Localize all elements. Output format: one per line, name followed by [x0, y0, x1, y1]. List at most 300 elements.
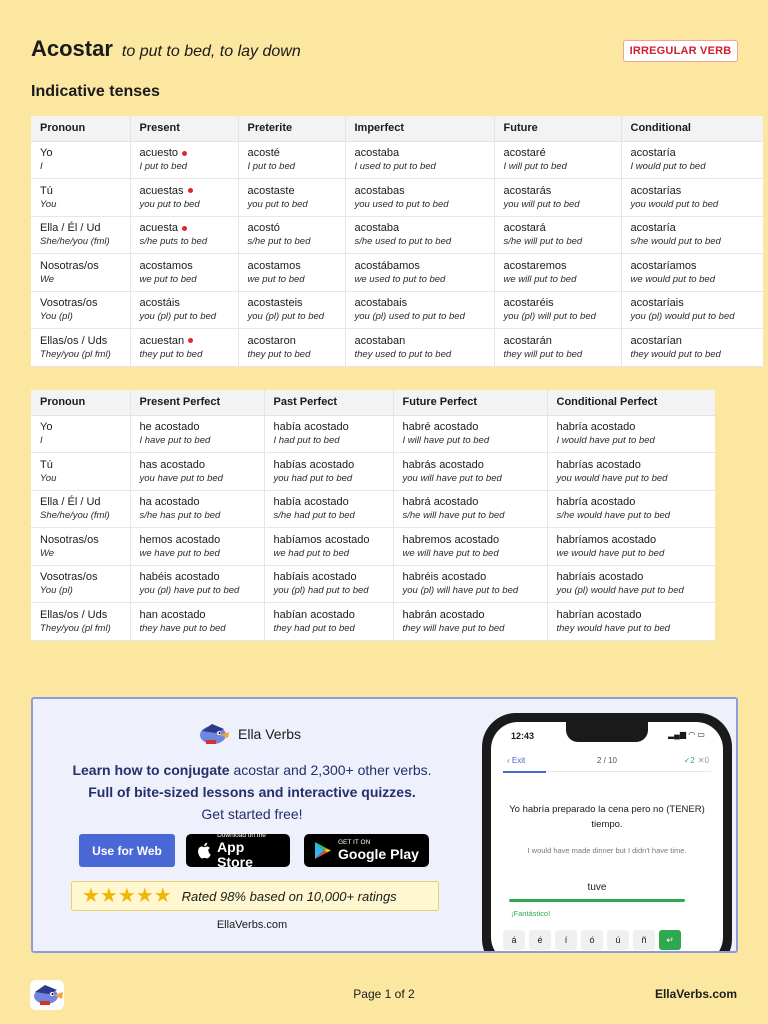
pronoun: Yo [40, 421, 53, 434]
conjugated-form-text: acostabas [354, 184, 405, 197]
form-translation: s/he will put to bed [503, 236, 583, 248]
pronoun: Tú [40, 184, 53, 197]
pronoun: Ellas/os / Uds [40, 608, 108, 621]
pronoun-translation: You [40, 198, 57, 210]
conjugated-form-text: acuestas [139, 184, 184, 197]
conjugated-form-text: habíais acostado [273, 571, 357, 584]
footer-url-link[interactable]: EllaVerbs.com [654, 987, 737, 1001]
conjugated-form-text: acostaríais [630, 297, 684, 310]
column-header: Conditional Perfect [547, 390, 715, 415]
conjugated-form-text: habrás acostado [402, 458, 484, 471]
page-header [31, 36, 301, 62]
conjugated-form [274, 495, 384, 509]
column-header: Present Perfect [130, 390, 264, 415]
app-store-button[interactable] [186, 831, 290, 870]
accent-key[interactable]: ñ [633, 930, 655, 950]
pronoun-translation: She/he/you (fml) [40, 236, 110, 248]
form-translation: I used to put to bed [354, 161, 436, 173]
form-translation: you will put to bed [503, 198, 580, 210]
form-translation: we used to put to bed [354, 273, 446, 285]
conjugated-form [140, 533, 255, 547]
conjugation-cell [130, 528, 264, 566]
pronoun-cell [31, 216, 130, 254]
form-translation: they used to put to bed [354, 348, 452, 360]
google-play-icon [314, 841, 332, 860]
irregular-marker-icon [188, 188, 193, 193]
conjugated-form [355, 146, 485, 160]
verb-meaning: to put to bed, to lay down [121, 43, 301, 60]
form-translation: you used to put to bed [354, 198, 449, 210]
form-translation: I have put to bed [139, 435, 211, 447]
pronoun-cell [31, 291, 130, 329]
star-rating-icon: ★★★★★ [82, 885, 172, 907]
conjugation-cell [621, 291, 763, 329]
phone-mockup [482, 713, 732, 953]
form-translation: we have put to bed [139, 547, 220, 559]
conjugation-cell [621, 141, 763, 179]
pronoun: Ellas/os / Uds [40, 334, 108, 347]
conjugation-cell [345, 179, 494, 217]
pronoun-translation: You (pl) [40, 585, 73, 597]
google-play-button[interactable] [304, 834, 429, 867]
pronoun: Ella / Él / Ud [40, 222, 101, 235]
form-translation: I would put to bed [630, 161, 706, 173]
app-store-big-text: App Store [217, 838, 253, 870]
pronoun-cell [31, 329, 130, 367]
pronoun-cell [31, 415, 130, 453]
promo-card [31, 697, 738, 953]
form-translation: we will have put to bed [402, 547, 499, 559]
pronoun: Ella / Él / Ud [40, 496, 101, 509]
conjugated-form [631, 259, 755, 273]
conjugated-form-text: habrías acostado [556, 458, 641, 471]
form-translation: you (pl) will put to bed [503, 311, 596, 323]
conjugated-form-text: acostarías [630, 184, 682, 197]
pronoun-cell [31, 603, 130, 641]
table-row [31, 141, 763, 179]
pronoun-translation: We [40, 273, 55, 285]
conjugated-form-text: acostaréis [503, 297, 554, 310]
pronoun-cell [31, 179, 130, 217]
irregular-marker-icon [182, 151, 187, 156]
conjugated-form-text: acostabais [354, 297, 408, 310]
conjugated-form [274, 420, 384, 434]
pronoun: Tú [40, 458, 53, 471]
conjugated-form-text: acostará [503, 222, 546, 235]
conjugated-form-text: acostó [247, 222, 280, 235]
conjugation-cell [130, 565, 264, 603]
form-translation: s/he used to put to bed [354, 236, 452, 248]
conjugated-form [355, 259, 485, 273]
conjugation-cell [547, 453, 715, 491]
column-header: Future Perfect [393, 390, 547, 415]
pronoun-translation: She/he/you (fml) [40, 510, 110, 522]
pronoun-cell [31, 141, 130, 179]
table-row [31, 415, 715, 453]
promo-line-1-rest: acostar and 2,300+ other verbs. [229, 762, 432, 778]
brand-name: Ella Verbs [238, 726, 302, 742]
progress-bar [503, 771, 546, 773]
conjugated-form [403, 533, 538, 547]
accent-key[interactable]: í [555, 930, 577, 950]
conjugated-form [403, 420, 538, 434]
form-translation: you (pl) would have put to bed [556, 585, 684, 597]
conjugation-cell [130, 329, 238, 367]
form-translation: s/he has put to bed [139, 510, 221, 522]
section-title: Indicative tenses [31, 83, 160, 100]
conjugated-form-text: hemos acostado [139, 533, 221, 546]
rating-box [71, 881, 439, 911]
status-icons: ▂▄▆ ◠ ▭ [668, 730, 705, 739]
conjugated-form [557, 608, 707, 622]
conjugation-cell [393, 565, 547, 603]
conjugated-form-text: has acostado [139, 458, 205, 471]
conjugation-cell [494, 329, 621, 367]
conjugated-form [631, 296, 755, 310]
conjugation-cell [547, 603, 715, 641]
conjugated-form-text: había acostado [273, 421, 349, 434]
perfect-tenses-table [31, 390, 715, 641]
conjugation-cell [393, 490, 547, 528]
conjugated-form [140, 420, 255, 434]
rating-text: Rated 98% based on 10,000+ ratings [181, 888, 397, 904]
conjugation-cell [130, 141, 238, 179]
form-translation: s/he put to bed [247, 236, 311, 248]
conjugated-form [631, 221, 755, 235]
accent-key[interactable]: á [503, 930, 525, 950]
conjugated-form-text: acostarían [630, 334, 682, 347]
conjugation-cell [238, 216, 345, 254]
conjugated-form [248, 221, 336, 235]
pronoun-translation: I [40, 435, 43, 447]
form-translation: s/he puts to bed [139, 236, 208, 248]
form-translation: they will put to bed [503, 348, 583, 360]
form-translation: they would have put to bed [556, 622, 671, 634]
table-row [31, 179, 763, 217]
accent-key[interactable]: ú [607, 930, 629, 950]
pronoun: Vosotras/os [40, 297, 98, 310]
conjugation-cell [621, 216, 763, 254]
conjugated-form [355, 184, 485, 198]
conjugated-form-text: acostábamos [354, 259, 420, 272]
conjugated-form [274, 608, 384, 622]
exit-button[interactable]: ‹ Exit [507, 756, 526, 765]
enter-key[interactable]: ↵ [659, 930, 681, 950]
table-row [31, 291, 763, 329]
conjugation-cell [238, 329, 345, 367]
form-translation: I put to bed [247, 161, 296, 173]
conjugated-form-text: acostáis [139, 297, 180, 310]
quiz-feedback: ¡Fantástico! [511, 909, 551, 918]
conjugation-cell [264, 453, 393, 491]
promo-line-1 [33, 759, 471, 781]
conjugation-cell [494, 179, 621, 217]
pronoun-translation: You (pl) [40, 311, 73, 323]
conjugated-form-text: he acostado [139, 421, 200, 434]
conjugated-form [631, 184, 755, 198]
pronoun-cell [31, 490, 130, 528]
conjugated-form [355, 334, 485, 348]
pronoun-cell [31, 254, 130, 292]
form-translation: I will put to bed [503, 161, 567, 173]
wrong-count: ✕0 [697, 756, 709, 765]
conjugated-form-text: habré acostado [402, 421, 479, 434]
form-translation: we put to bed [247, 273, 305, 285]
conjugated-form-text: acuesto [139, 147, 179, 160]
form-translation: you would put to bed [630, 198, 719, 210]
promo-line-1-bold: Learn how to conjugate [72, 762, 230, 778]
conjugated-form [274, 533, 384, 547]
conjugation-cell [494, 291, 621, 329]
form-translation: they would put to bed [630, 348, 721, 360]
conjugation-cell [345, 254, 494, 292]
pronoun-translation: You [40, 472, 57, 484]
column-header: Future [494, 116, 621, 141]
conjugation-cell [264, 415, 393, 453]
table-header-row [31, 390, 715, 415]
app-store-small-text: Download on the [217, 831, 266, 839]
form-translation: you (pl) have put to bed [139, 585, 240, 597]
form-translation: I would have put to bed [556, 435, 655, 447]
table-row [31, 603, 715, 641]
conjugation-cell [238, 179, 345, 217]
conjugated-form [504, 334, 612, 348]
promo-brand [198, 721, 301, 747]
conjugated-form-text: acosté [247, 147, 280, 160]
conjugated-form-text: habías acostado [273, 458, 355, 471]
conjugated-form-text: había acostado [273, 496, 349, 509]
conjugation-cell [130, 254, 238, 292]
conjugated-form-text: acostaría [630, 222, 676, 235]
form-translation: we would have put to bed [556, 547, 665, 559]
form-translation: you have put to bed [139, 472, 223, 484]
page-number: Page 1 of 2 [353, 987, 415, 1001]
apple-icon [196, 841, 211, 860]
conjugation-cell [393, 415, 547, 453]
irregular-marker-icon [182, 226, 187, 231]
conjugated-form [403, 458, 538, 472]
pronoun-translation: They/you (pl fml) [40, 622, 111, 634]
form-translation: they put to bed [139, 348, 203, 360]
conjugation-cell [393, 528, 547, 566]
accent-key[interactable]: ó [581, 930, 603, 950]
conjugated-form [140, 334, 229, 348]
table-row [31, 329, 763, 367]
promo-text [33, 759, 471, 825]
table-row [31, 216, 763, 254]
google-play-big-text: Google Play [338, 846, 419, 862]
conjugated-form [504, 184, 612, 198]
conjugated-form-text: acostaron [247, 334, 296, 347]
conjugated-form-text: acostaba [354, 147, 400, 160]
conjugated-form-text: habrá acostado [402, 496, 479, 509]
conjugated-form-text: habíamos acostado [273, 533, 370, 546]
conjugation-cell [345, 141, 494, 179]
conjugated-form-text: acostaba [354, 222, 400, 235]
conjugated-form [248, 184, 336, 198]
conjugation-cell [130, 179, 238, 217]
conjugation-cell [547, 565, 715, 603]
conjugation-cell [494, 141, 621, 179]
conjugation-cell [238, 141, 345, 179]
conjugated-form [557, 570, 707, 584]
conjugated-form [504, 146, 612, 160]
conjugated-form-text: acostarán [503, 334, 552, 347]
conjugated-form-text: habréis acostado [402, 571, 487, 584]
conjugated-form-text: acostaría [630, 147, 676, 160]
pronoun: Nosotras/os [40, 259, 99, 272]
conjugation-cell [547, 415, 715, 453]
conjugated-form-text: acostaste [247, 184, 295, 197]
form-translation: s/he had put to bed [273, 510, 355, 522]
conjugated-form-text: habían acostado [273, 608, 355, 621]
app-store-label [217, 832, 280, 870]
conjugated-form [140, 146, 229, 160]
conjugation-cell [130, 453, 264, 491]
form-translation: you (pl) put to bed [139, 311, 217, 323]
table-row [31, 453, 715, 491]
conjugated-form [403, 608, 538, 622]
conjugated-form [274, 570, 384, 584]
form-translation: we will put to bed [503, 273, 577, 285]
conjugated-form-text: habríais acostado [556, 571, 644, 584]
conjugation-cell [264, 490, 393, 528]
quiz-topbar [491, 752, 723, 772]
conjugated-form [274, 458, 384, 472]
conjugated-form [140, 458, 255, 472]
irregular-verb-badge: IRREGULAR VERB [623, 40, 738, 62]
conjugation-cell [130, 603, 264, 641]
conjugation-cell [264, 565, 393, 603]
form-translation: I had put to bed [273, 435, 340, 447]
conjugated-form [557, 458, 707, 472]
column-header: Present [130, 116, 238, 141]
conjugation-cell [393, 603, 547, 641]
phone-time: 12:43 [511, 731, 535, 741]
verb-title: Acostar [31, 36, 113, 61]
conjugated-form-text: habríamos acostado [556, 533, 657, 546]
conjugation-cell [393, 453, 547, 491]
answer-input[interactable]: tuve [587, 882, 607, 893]
quiz-progress: 2 / 10 [596, 756, 617, 765]
conjugation-cell [345, 329, 494, 367]
conjugation-cell [621, 254, 763, 292]
pronoun-translation: They/you (pl fml) [40, 348, 111, 360]
conjugation-cell [621, 329, 763, 367]
form-translation: you would have put to bed [556, 472, 668, 484]
table-row [31, 254, 763, 292]
promo-url-link[interactable]: EllaVerbs.com [216, 919, 288, 931]
form-translation: you (pl) had put to bed [273, 585, 369, 597]
table-row [31, 528, 715, 566]
conjugation-cell [238, 291, 345, 329]
column-header: Preterite [238, 116, 345, 141]
conjugation-cell [130, 415, 264, 453]
form-translation: s/he would put to bed [630, 236, 721, 248]
form-translation: you put to bed [139, 198, 200, 210]
conjugated-form-text: acuestan [139, 334, 185, 347]
conjugation-cell [345, 216, 494, 254]
table-row [31, 490, 715, 528]
google-play-small-text: GET IT ON [338, 839, 371, 846]
conjugated-form-text: habrán acostado [402, 608, 485, 621]
conjugated-form-text: acostaríamos [630, 259, 697, 272]
table-row [31, 565, 715, 603]
conjugated-form [557, 533, 707, 547]
conjugation-cell [547, 490, 715, 528]
conjugated-form-text: habremos acostado [402, 533, 500, 546]
accent-key[interactable]: é [529, 930, 551, 950]
conjugated-form [140, 184, 229, 198]
form-translation: we had put to bed [273, 547, 350, 559]
pronoun-cell [31, 453, 130, 491]
conjugated-form [140, 296, 229, 310]
conjugated-form [140, 259, 229, 273]
conjugated-form [504, 259, 612, 273]
conjugated-form-text: acuesta [139, 222, 179, 235]
conjugated-form [248, 334, 336, 348]
conjugated-form [557, 495, 707, 509]
phone-screen [491, 722, 723, 953]
conjugated-form [504, 221, 612, 235]
conjugated-form-text: habría acostado [556, 496, 636, 509]
form-translation: you (pl) used to put to bed [354, 311, 465, 323]
column-header: Pronoun [31, 116, 130, 141]
conjugation-cell [494, 216, 621, 254]
form-translation: you will have put to bed [402, 472, 502, 484]
conjugation-cell [238, 254, 345, 292]
conjugation-cell [130, 216, 238, 254]
correct-count: ✓2 [683, 756, 695, 765]
quiz-score [684, 756, 709, 765]
pronoun-translation: We [40, 547, 55, 559]
conjugated-form-text: acostaremos [503, 259, 567, 272]
conjugated-form-text: acostasteis [247, 297, 303, 310]
form-translation: I will have put to bed [402, 435, 490, 447]
form-translation: s/he will have put to bed [402, 510, 505, 522]
ella-verbs-logo-icon [198, 721, 230, 747]
conjugation-cell [547, 528, 715, 566]
use-for-web-button[interactable]: Use for Web [79, 834, 175, 867]
conjugation-cell [621, 179, 763, 217]
conjugated-form [140, 495, 255, 509]
conjugated-form-text: ha acostado [139, 496, 200, 509]
column-header: Past Perfect [264, 390, 393, 415]
conjugated-form [631, 146, 755, 160]
form-translation: they will have put to bed [402, 622, 505, 634]
promo-line-2: Full of bite-sized lessons and interactive quizzes. [88, 784, 416, 800]
conjugation-cell [264, 528, 393, 566]
conjugation-cell [130, 291, 238, 329]
conjugation-cell [494, 254, 621, 292]
pronoun: Vosotras/os [40, 571, 98, 584]
conjugation-cell [264, 603, 393, 641]
form-translation: we would put to bed [630, 273, 716, 285]
conjugated-form [355, 221, 485, 235]
form-translation: they put to bed [247, 348, 311, 360]
column-header: Conditional [621, 116, 763, 141]
conjugated-form-text: habría acostado [556, 421, 636, 434]
conjugated-form [403, 570, 538, 584]
conjugated-form-text: acostamos [247, 259, 301, 272]
conjugated-form [140, 608, 255, 622]
conjugated-form [557, 420, 707, 434]
column-header: Imperfect [345, 116, 494, 141]
pronoun-cell [31, 528, 130, 566]
form-translation: you (pl) put to bed [247, 311, 325, 323]
answer-underline [509, 899, 685, 902]
form-translation: you (pl) would put to bed [630, 311, 735, 323]
